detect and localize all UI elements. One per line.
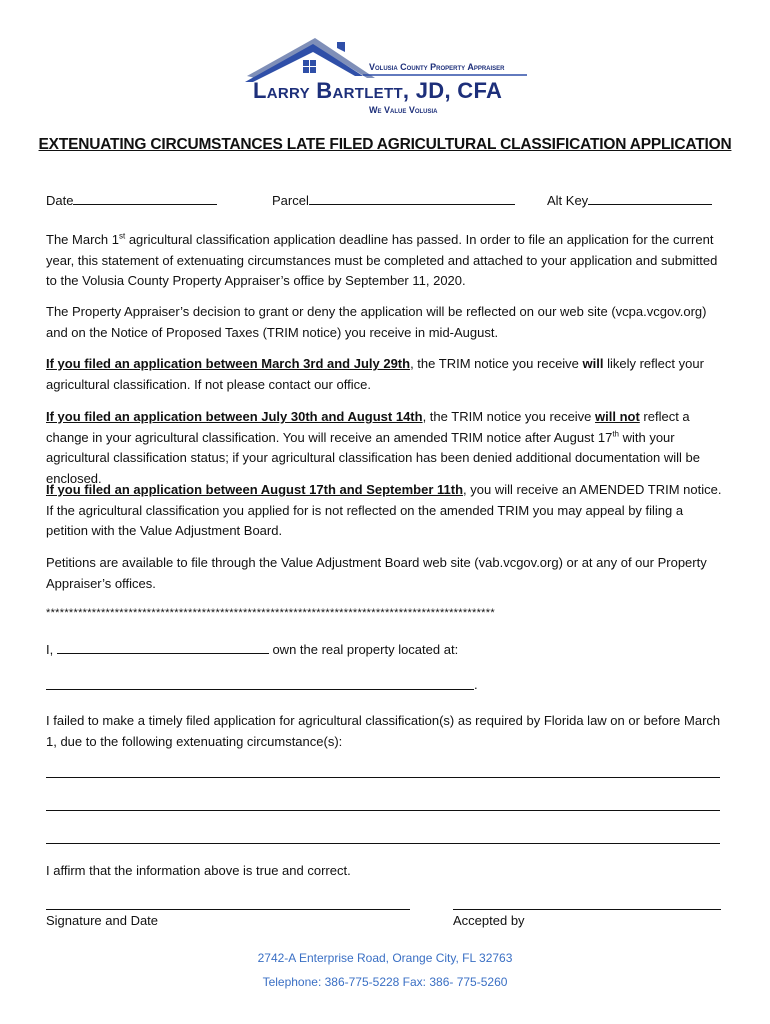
parcel-label: Parcel [272, 193, 309, 208]
footer-address: 2742-A Enterprise Road, Orange City, FL 32763 [257, 951, 513, 965]
parcel-blank[interactable] [309, 192, 515, 205]
circumstance-line[interactable] [46, 810, 720, 811]
date-label: Date [46, 193, 74, 208]
header-fields [46, 192, 726, 212]
altkey-blank[interactable] [588, 192, 712, 205]
footer-phone: Telephone: 386-775-5228 Fax: 386- 775-5260 [262, 975, 508, 989]
altkey-label: Alt Key [547, 193, 589, 208]
august-september-paragraph: If you filed an application between August 17th and September 11th, you will receive an AMENDED TRIM notice. If the agricultural classification you applied for is not reflected on the amended TRIM you may appeal by filing a petition with the Value Adjustment Board. [46, 482, 722, 538]
date-field[interactable] [46, 192, 217, 208]
accepted-label: Accepted by [453, 913, 525, 928]
date-blank[interactable] [73, 192, 217, 205]
signature-date-line[interactable] [46, 909, 410, 910]
logo-tagline: We Value Volusia [369, 105, 438, 115]
owner-name-blank[interactable] [57, 641, 269, 654]
signature-label: Signature and Date [46, 913, 159, 928]
property-address-blank[interactable] [46, 689, 474, 690]
failure-statement: I failed to make a timely filed application for agricultural classification(s) as required by Florida law on or before March 1, due to the following extenuating circumstance(s): [46, 713, 721, 749]
march-july-paragraph: If you filed an application between March 3rd and July 29th, the TRIM notice you receive will likely reflect your agricultural classification. If not please contact our office. [46, 356, 704, 392]
owner-line: I, own the real property located at: [46, 642, 459, 657]
july-august-paragraph: If you filed an application between July 30th and August 14th, the TRIM notice you receive will not reflect a change in your agricultural classification. You will receive an amended TRIM notice after August 17th with your agricultural classification status; if your agricultural classification has been denied additional documentation will be enclosed. [46, 409, 700, 486]
circumstance-line[interactable] [46, 777, 720, 778]
affirmation-text: I affirm that the information above is true and correct. [46, 863, 351, 878]
appraiser-name: Larry Bartlett, JD, CFA [253, 78, 503, 103]
circumstance-line[interactable] [46, 843, 720, 844]
asterisk-separator: ************************************************************************************************** [46, 607, 495, 619]
address-period: . [474, 677, 478, 692]
parcel-field[interactable] [272, 192, 515, 208]
decision-paragraph: The Property Appraiser’s decision to grant or deny the application will be reflected on our web site (vcpa.vcgov.org) and on the Notice of Proposed Taxes (TRIM notice) you receive in mid-August. [46, 304, 707, 340]
altkey-field[interactable] [547, 192, 712, 208]
appraiser-logo [245, 38, 535, 120]
org-name: Volusia County Property Appraiser [369, 62, 505, 72]
form-title: EXTENUATING CIRCUMSTANCES LATE FILED AGRICULTURAL CLASSIFICATION APPLICATION [38, 136, 732, 153]
deadline-paragraph: The March 1st agricultural classification application deadline has passed. In order to file an application for the current year, this statement of extenuating circumstances must be completed and attached to your application and submitted to the Volusia County Property Appraiser’s office by September 11, 2020. [46, 231, 718, 288]
accepted-by-line[interactable] [453, 909, 721, 910]
petitions-paragraph: Petitions are available to file through the Value Adjustment Board web site (vab.vcgov.org) or at any of our Property Appraiser’s offices. [46, 555, 707, 591]
